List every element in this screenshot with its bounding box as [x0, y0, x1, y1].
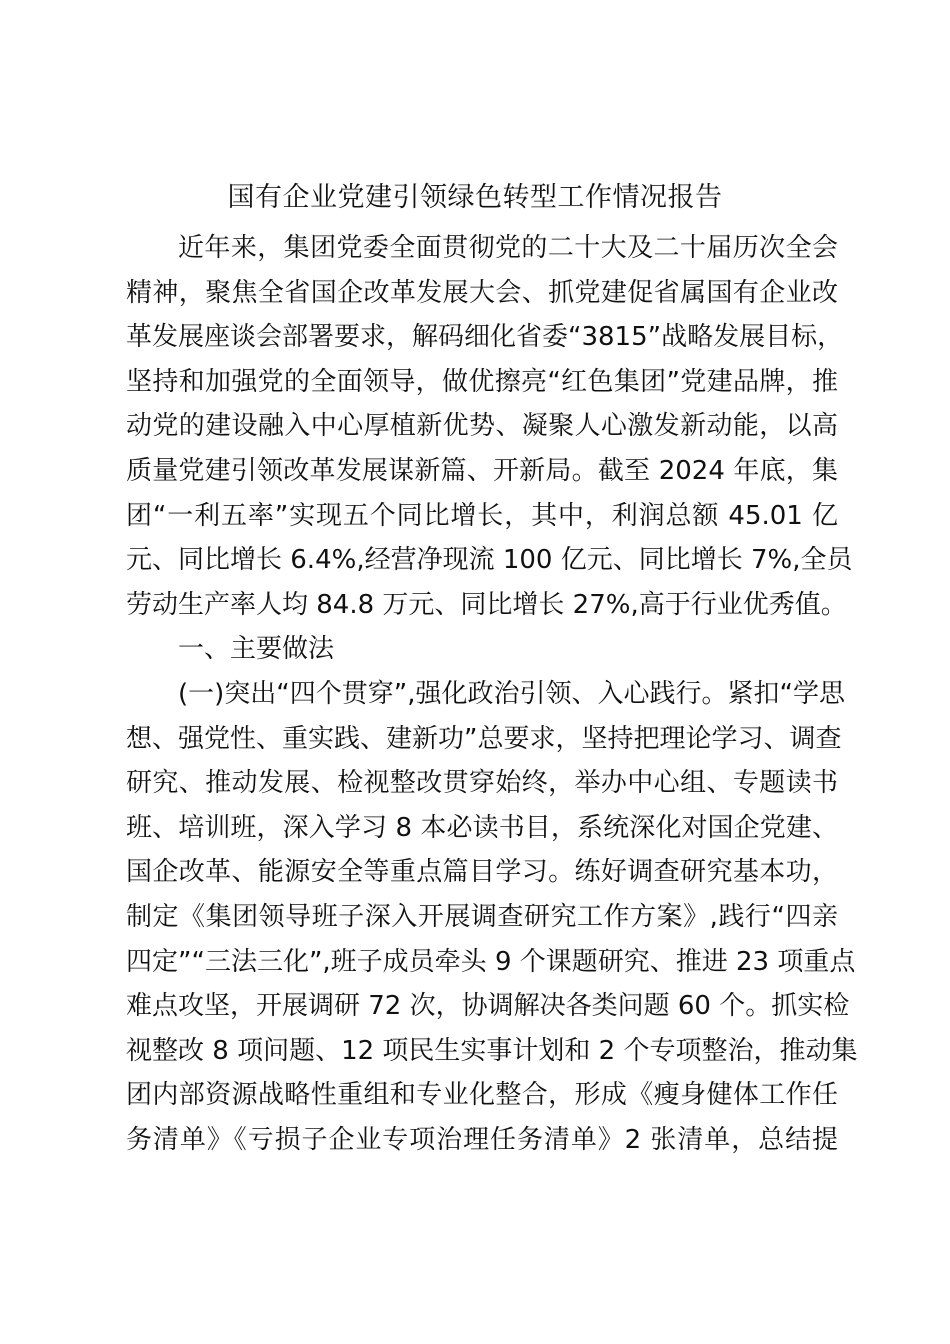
- document-body: [126, 226, 858, 1162]
- paragraph-line: 劳动生产率人均 84.8 万元、同比增长 27%,高于行业优秀值。: [126, 589, 847, 620]
- section-heading: 一、主要做法: [178, 634, 335, 665]
- paragraph-line: (一)突出“四个贯穿”,强化政治引领、入心践行。紧扣“学思: [178, 678, 845, 709]
- paragraph-line: 元、同比增长 6.4%,经营净现流 100 亿元、同比增长 7%,全员: [126, 545, 853, 576]
- paragraph-line: 想、强党性、重实践、建新功”总要求，坚持把理论学习、调查: [126, 723, 842, 754]
- paragraph-line: 务清单》《亏损子企业专项治理任务清单》2 张清单，总结提: [126, 1124, 838, 1155]
- paragraph-line: 研究、推动发展、检视整改贯穿始终，举办中心组、专题读书: [126, 768, 838, 799]
- paragraph-line: 视整改 8 项问题、12 项民生实事计划和 2 个专项整治，推动集: [126, 1035, 858, 1066]
- paragraph-line: 近年来，集团党委全面贯彻党的二十大及二十届历次全会: [178, 233, 838, 263]
- paragraph-line: 动党的建设融入中心厚植新优势、凝聚人心激发新动能，以高: [126, 411, 838, 442]
- paragraph-line: 难点攻坚，开展调研 72 次，协调解决各类问题 60 个。抓实检: [126, 991, 850, 1022]
- paragraph-line: 四定”“三法三化”,班子成员牵头 9 个课题研究、推进 23 项重点: [126, 946, 856, 977]
- paragraph-line: 国企改革、能源安全等重点篇目学习。练好调查研究基本功，: [126, 857, 838, 888]
- document-title: 国有企业党建引领绿色转型工作情况报告: [227, 182, 723, 213]
- paragraph-line: 质量党建引领改革发展谋新篇、开新局。截至 2024 年底，集: [126, 455, 838, 486]
- paragraph-line: 制定《集团领导班子深入开展调查研究工作方案》,践行“四亲: [126, 901, 838, 932]
- paragraph-line: 班、培训班，深入学习 8 本必读书目，系统深化对国企党建、: [126, 812, 838, 843]
- paragraph-line: 精神，聚焦全省国企改革发展大会、抓党建促省属国有企业改: [126, 277, 838, 308]
- paragraph-line: 坚持和加强党的全面领导，做优擦亮“红色集团”党建品牌，推: [126, 366, 838, 397]
- paragraph-line: 团内部资源战略性重组和专业化整合，形成《瘦身健体工作任: [126, 1080, 838, 1111]
- paragraph-line: 革发展座谈会部署要求，解码细化省委“3815”战略发展目标，: [126, 322, 844, 353]
- paragraph-line: 团“一利五率”实现五个同比增长，其中，利润总额 45.01 亿: [126, 500, 838, 531]
